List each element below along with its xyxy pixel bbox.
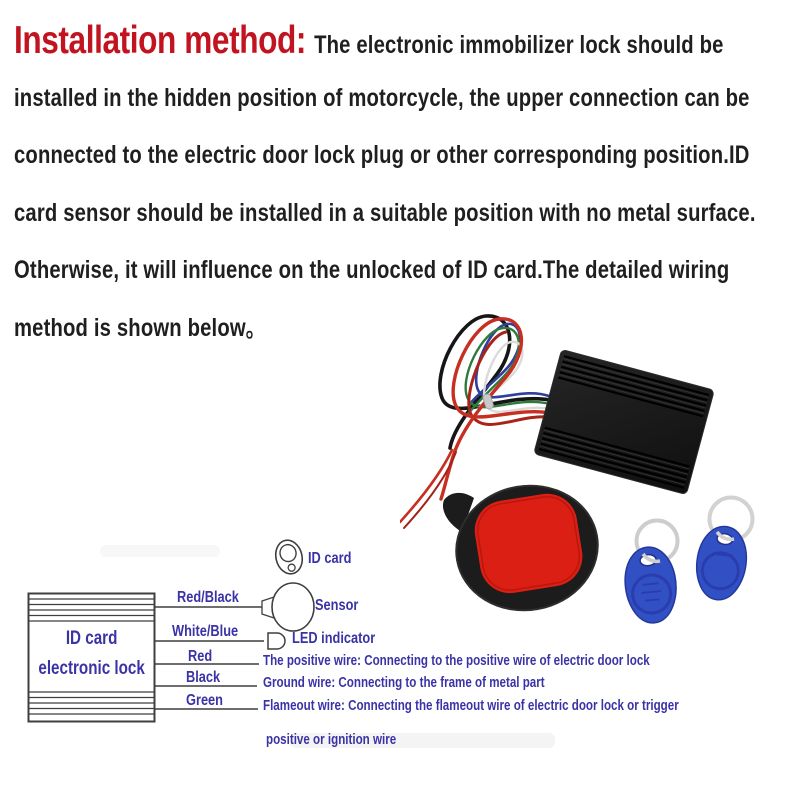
sensor-label: Sensor — [315, 597, 359, 614]
instruction-text-1: The electronic immobilizer lock should be — [314, 31, 724, 59]
immobilizer-box-icon — [534, 349, 715, 494]
wire-label-red: Red — [188, 648, 213, 665]
lock-box-label — [28, 624, 155, 684]
instruction-line-1 — [14, 12, 800, 70]
lock-box-label-line1: ID card — [65, 628, 118, 649]
flameout-wire-description: Flameout wire: Connecting the flameout wire of electric door lock or trigger — [263, 698, 679, 714]
ground-wire-description: Ground wire: Connecting to the frame of metal part — [263, 675, 545, 691]
id-card-label: ID card — [308, 550, 352, 567]
led-indicator-label: LED indicator — [292, 630, 376, 647]
flameout-wire-description-cont: positive or ignition wire — [266, 732, 397, 748]
wire-label-white-blue: White/Blue — [172, 623, 239, 640]
key-fob-right — [692, 498, 752, 604]
wire-label-red-black: Red/Black — [177, 589, 239, 606]
wire-label-black: Black — [186, 669, 221, 686]
sensor-pad-icon — [443, 475, 608, 622]
instruction-line-4: card sensor should be installed in a suitable position with no metal surface. — [14, 198, 756, 227]
lock-box-label-line2: electronic lock — [38, 658, 145, 679]
wire-label-green: Green — [186, 692, 223, 709]
id-card-icon — [272, 537, 305, 576]
sensor-icon — [262, 583, 314, 631]
page-title: Installation method: — [14, 19, 307, 62]
instruction-line-6: method is shown below。 — [14, 313, 267, 342]
product-photo — [400, 300, 800, 650]
scan-smudge — [100, 545, 220, 557]
instruction-line-3: connected to the electric door lock plug or other corresponding position.ID — [14, 141, 750, 169]
key-fob-left — [622, 521, 680, 626]
positive-wire-description: The positive wire: Connecting to the positive wire of electric door lock — [263, 653, 650, 669]
instruction-line-2: installed in the hidden position of motorcycle, the upper connection can be — [14, 83, 750, 112]
instruction-line-5: Otherwise, it will influence on the unlocked of ID card.The detailed wiring — [14, 256, 730, 284]
led-icon — [268, 633, 285, 649]
